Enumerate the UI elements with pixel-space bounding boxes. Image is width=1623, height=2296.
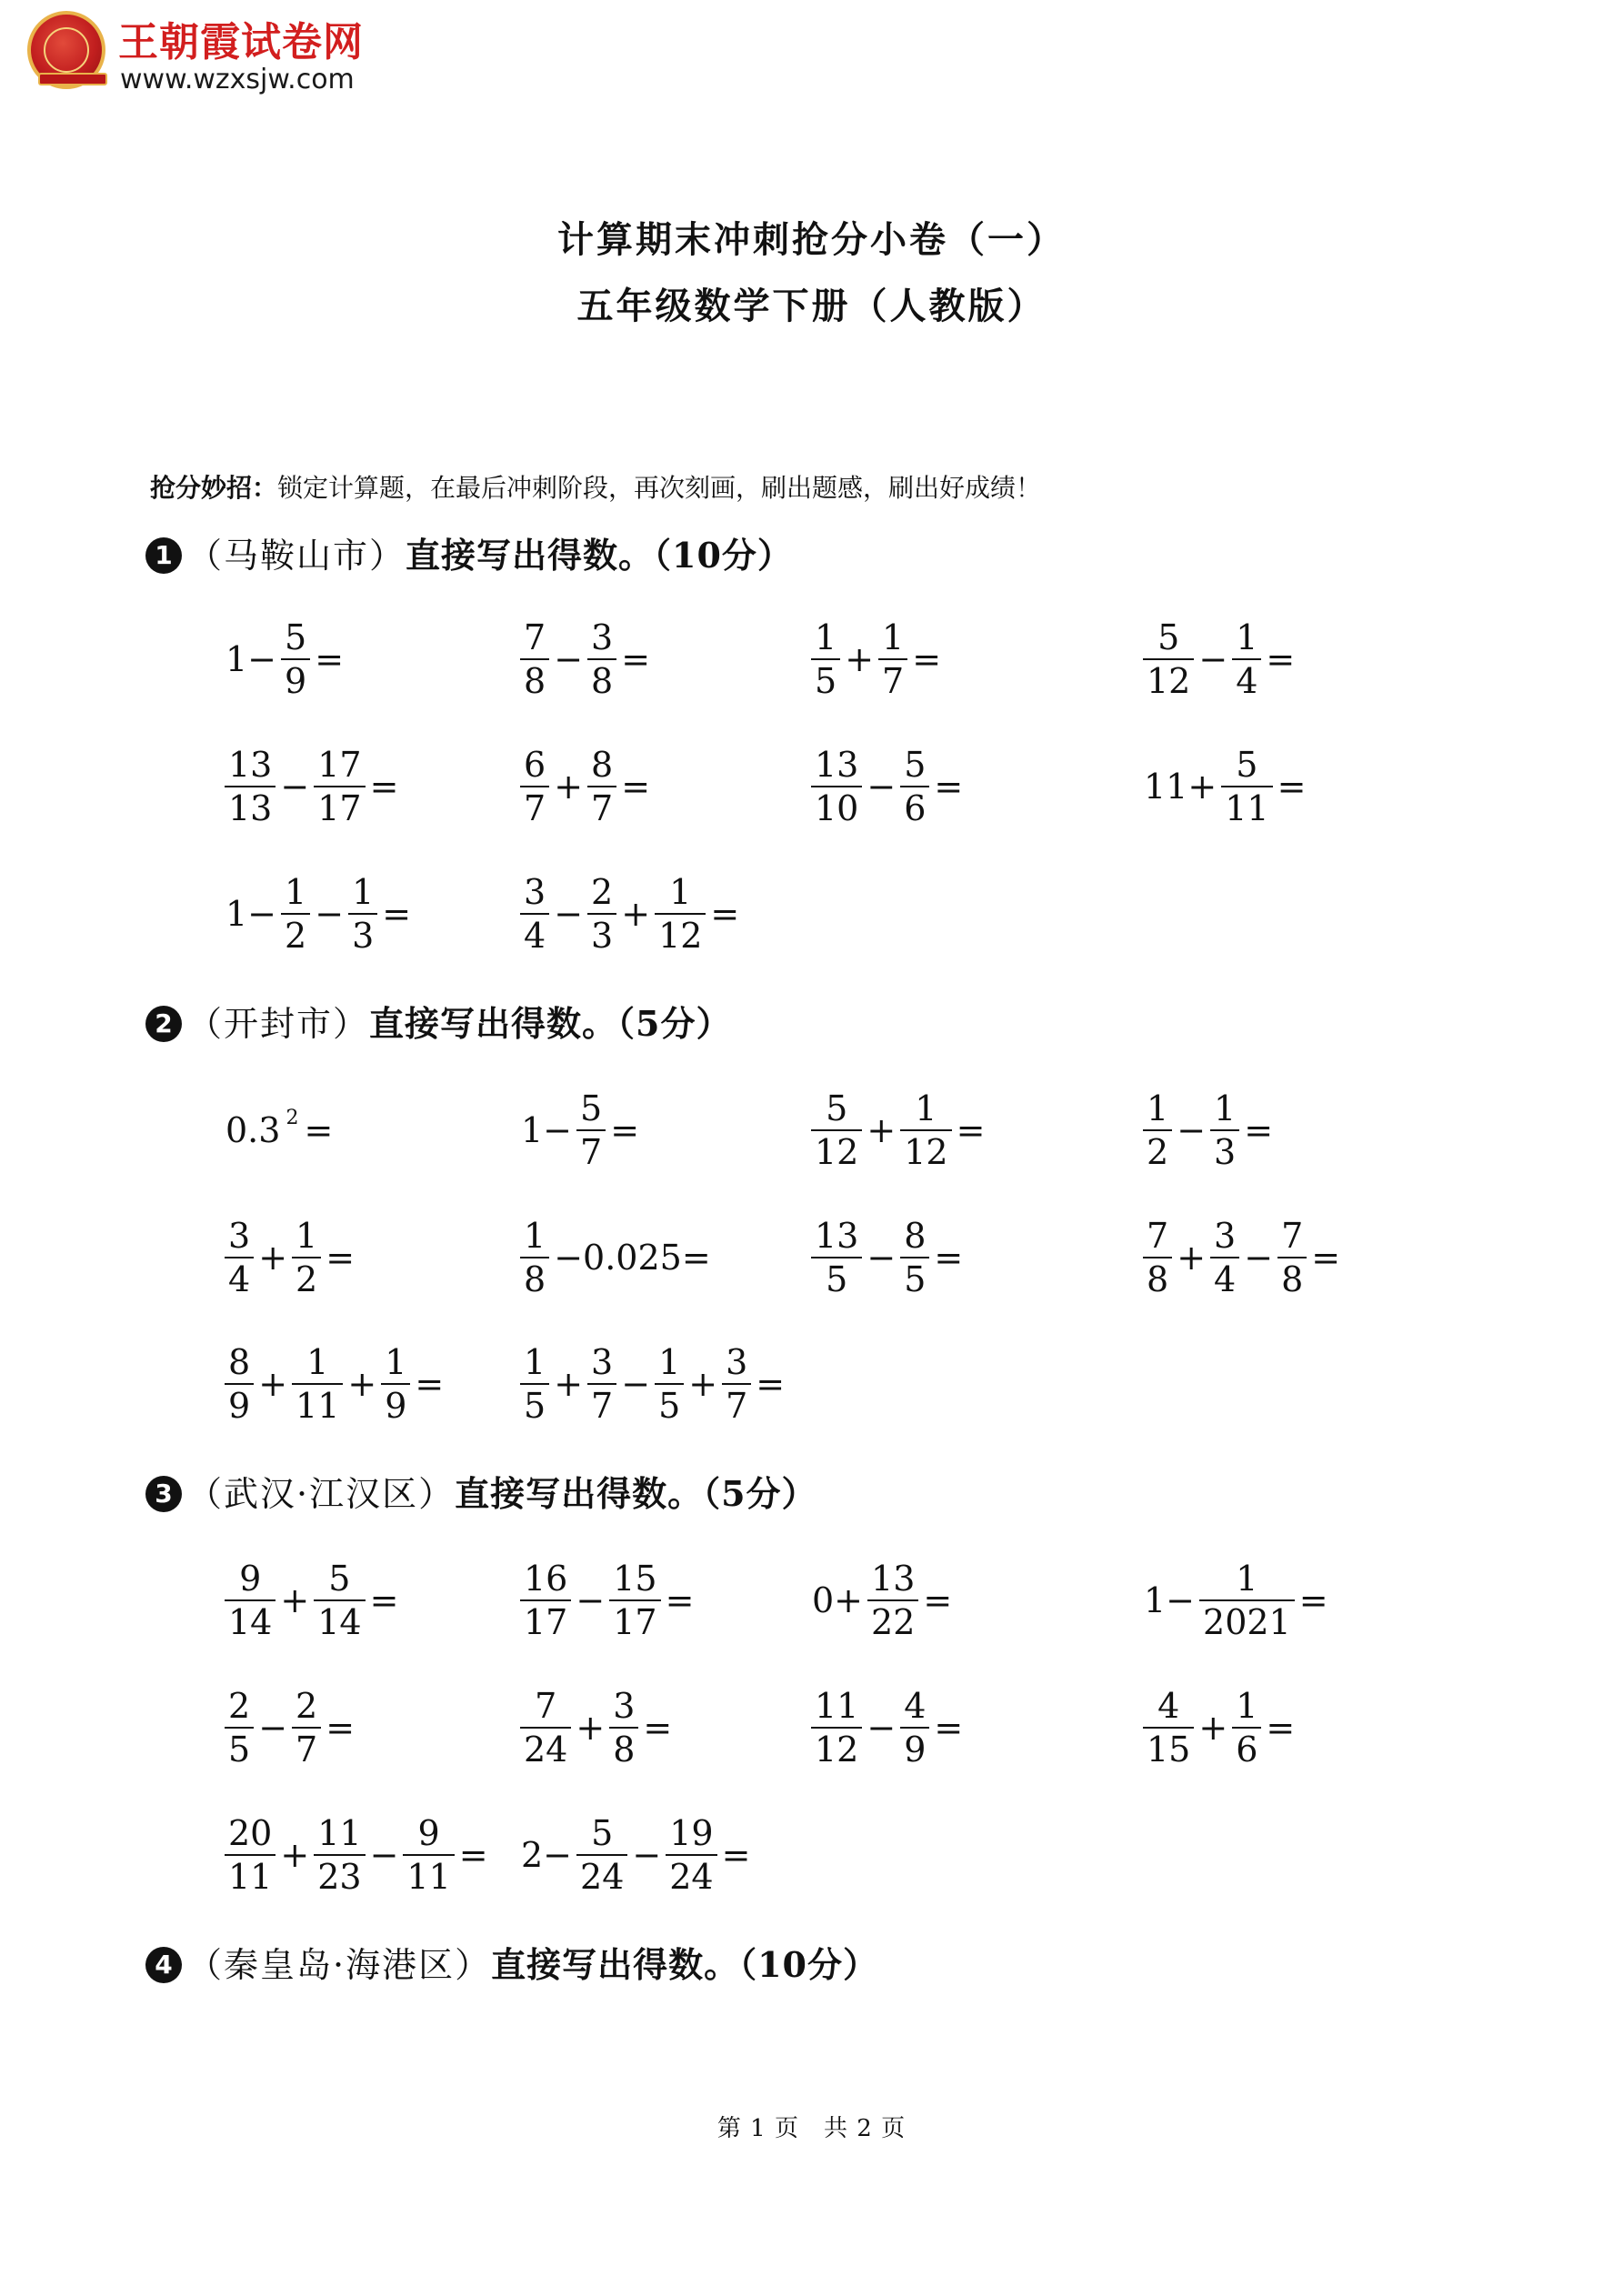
expression-token: − — [1177, 1110, 1207, 1150]
fraction-numerator: 3 — [1214, 1216, 1237, 1256]
expression-token: − — [867, 1238, 897, 1278]
expression-token: = — [1266, 639, 1296, 679]
fraction — [520, 871, 549, 957]
fraction-numerator: 4 — [1157, 1686, 1180, 1726]
fraction-denominator: 7 — [726, 1386, 748, 1426]
fraction-denominator: 24 — [580, 1857, 625, 1897]
expression-token: = — [326, 1238, 356, 1278]
fraction-numerator: 1 — [1236, 617, 1258, 657]
fraction-numerator: 20 — [228, 1813, 273, 1853]
expression-token: 0+ — [812, 1580, 864, 1620]
fraction-denominator: 2021 — [1203, 1602, 1291, 1642]
expression-token: 2− — [521, 1835, 573, 1875]
fraction — [1277, 1215, 1307, 1300]
expression-token: = — [643, 1708, 673, 1748]
fraction — [609, 1685, 638, 1770]
fraction-numerator: 1 — [815, 617, 837, 657]
problem-expression — [518, 1673, 675, 1782]
fraction-numerator: 1 — [882, 617, 905, 657]
fraction-numerator: 6 — [524, 745, 546, 785]
fraction — [811, 617, 840, 702]
fraction-denominator: 17 — [613, 1602, 657, 1642]
fraction-numerator: 1 — [385, 1342, 407, 1382]
fraction-numerator: 11 — [317, 1813, 362, 1853]
expression-token: + — [621, 894, 651, 934]
section-number-badge: 2 — [145, 1006, 182, 1042]
expression-token: = — [923, 1580, 953, 1620]
expression-token: 1− — [521, 1110, 573, 1150]
problem-expression — [518, 859, 742, 968]
fraction-denominator: 5 — [826, 1259, 848, 1299]
fraction-numerator: 1 — [1236, 1686, 1258, 1726]
fraction-denominator: 24 — [524, 1730, 568, 1770]
problem-expression — [809, 605, 944, 714]
fraction-denominator: 14 — [317, 1602, 362, 1642]
fraction-denominator: 2 — [285, 916, 307, 956]
tip-line — [150, 468, 1041, 505]
fraction-denominator: 7 — [591, 1386, 614, 1426]
problem-expression — [223, 605, 346, 714]
page-subtitle: 五年级数学下册（人教版） — [576, 285, 1047, 327]
problem-expression — [809, 1673, 966, 1782]
fraction-denominator: 11 — [1225, 788, 1269, 828]
fraction — [900, 1215, 929, 1300]
fraction-denominator: 2 — [1147, 1132, 1169, 1172]
expression-token: = — [621, 639, 651, 679]
fraction-denominator: 7 — [580, 1132, 603, 1172]
fraction-denominator: 6 — [904, 788, 927, 828]
fraction-numerator: 5 — [591, 1813, 614, 1853]
fraction — [587, 744, 616, 829]
expression-token: + — [1177, 1238, 1207, 1278]
fraction-numerator: 13 — [871, 1559, 916, 1599]
problem-expression — [223, 1800, 491, 1910]
fraction-numerator: 5 — [1157, 617, 1180, 657]
tip-text: 锁定计算题，在最后冲刺阶段，再次刻画，刷出题感，刷出好成绩！ — [277, 473, 1042, 503]
fraction-numerator: 13 — [815, 745, 859, 785]
problem-expression — [1141, 1673, 1297, 1782]
fraction-denominator: 5 — [524, 1386, 546, 1426]
fraction — [520, 744, 549, 829]
problem-expression — [809, 1076, 987, 1185]
fraction-numerator: 1 — [296, 1216, 318, 1256]
problem-expression — [809, 732, 966, 841]
fraction — [900, 1088, 951, 1173]
fraction-denominator: 9 — [904, 1730, 927, 1770]
fraction-denominator: 4 — [524, 916, 546, 956]
fraction-numerator: 11 — [815, 1686, 859, 1726]
section-instruction: 直接写出得数。（5分） — [455, 1473, 817, 1514]
section-region: （马鞍山市） — [187, 536, 406, 576]
fraction-numerator: 1 — [352, 872, 375, 912]
fraction — [811, 1088, 862, 1173]
fraction-numerator: 3 — [591, 617, 614, 657]
fraction — [900, 1685, 929, 1770]
expression-token: = — [458, 1835, 488, 1875]
fraction-denominator: 11 — [406, 1857, 451, 1897]
fraction-numerator: 15 — [613, 1559, 657, 1599]
fraction — [520, 1558, 571, 1643]
fraction-numerator: 5 — [826, 1088, 848, 1128]
problem-expression — [1141, 1546, 1331, 1655]
fraction-denominator: 23 — [317, 1857, 362, 1897]
expression-token: − — [315, 894, 345, 934]
expression-token: + — [258, 1238, 288, 1278]
fraction-numerator: 2 — [296, 1686, 318, 1726]
expression-token: − — [554, 639, 584, 679]
fraction-numerator: 9 — [417, 1813, 440, 1853]
section-1-heading — [145, 527, 793, 577]
fraction-numerator: 5 — [285, 617, 307, 657]
problem-expression — [223, 859, 414, 968]
fraction-denominator: 7 — [296, 1730, 318, 1770]
expression-token: = — [1311, 1238, 1341, 1278]
expression-token: 1− — [1144, 1580, 1196, 1620]
page-footer: 第 1 页 共 2 页 — [716, 2115, 907, 2142]
expression-token: − — [280, 767, 310, 807]
fraction — [722, 1341, 751, 1427]
expression-token: − — [1244, 1238, 1274, 1278]
problem-expression — [1141, 1203, 1343, 1312]
fraction — [576, 1088, 606, 1173]
fraction — [225, 1558, 276, 1643]
expression-token: = — [1266, 1708, 1296, 1748]
page-title: 计算期末冲刺抢分小卷（一） — [557, 218, 1066, 261]
problem-expression — [1141, 732, 1308, 841]
fraction — [587, 617, 616, 702]
fraction-numerator: 16 — [524, 1559, 568, 1599]
fraction-denominator: 4 — [1214, 1259, 1237, 1299]
fraction-numerator: 5 — [580, 1088, 603, 1128]
expression-token: − — [1198, 639, 1228, 679]
expression-token: + — [280, 1835, 310, 1875]
fraction — [1143, 1215, 1172, 1300]
expression-token: = — [1298, 1580, 1328, 1620]
fraction-denominator: 17 — [524, 1602, 568, 1642]
fraction-numerator: 4 — [904, 1686, 927, 1726]
fraction — [314, 1558, 365, 1643]
fraction-numerator: 13 — [815, 1216, 859, 1256]
fraction-numerator: 13 — [228, 745, 273, 785]
fraction-numerator: 1 — [524, 1216, 546, 1256]
fraction-denominator: 14 — [228, 1602, 273, 1642]
section-number-badge: 3 — [145, 1476, 182, 1512]
expression-token: = — [956, 1110, 986, 1150]
fraction-denominator: 12 — [815, 1730, 859, 1770]
fraction-denominator: 15 — [1147, 1730, 1191, 1770]
section-3-heading — [145, 1466, 817, 1516]
fraction — [587, 871, 616, 957]
section-number-badge: 1 — [145, 537, 182, 574]
expression-token: 1− — [225, 639, 277, 679]
fraction-numerator: 3 — [591, 1342, 614, 1382]
problem-expression — [1141, 1076, 1276, 1185]
fraction — [225, 744, 276, 829]
fraction-denominator: 11 — [228, 1857, 273, 1897]
fraction-denominator: 3 — [591, 916, 614, 956]
expression-token: − — [867, 767, 897, 807]
section-instruction: 直接写出得数。（5分） — [369, 1003, 732, 1044]
fraction-numerator: 8 — [228, 1342, 251, 1382]
fraction-numerator: 2 — [591, 872, 614, 912]
fraction-numerator: 1 — [669, 872, 692, 912]
fraction — [281, 617, 310, 702]
expression-token: = — [369, 767, 399, 807]
problem-expression — [518, 1076, 642, 1185]
expression-token: = — [1244, 1110, 1274, 1150]
fraction — [666, 1812, 716, 1898]
expression-token: + — [1198, 1708, 1228, 1748]
expression-token: + — [867, 1110, 897, 1150]
fraction — [520, 617, 549, 702]
fraction-denominator: 9 — [228, 1386, 251, 1426]
fraction-denominator: 8 — [1147, 1259, 1169, 1299]
expression-token: + — [554, 1364, 584, 1404]
fraction-numerator: 9 — [239, 1559, 262, 1599]
fraction-numerator: 3 — [524, 872, 546, 912]
fraction-denominator: 8 — [1281, 1259, 1304, 1299]
fraction-numerator: 7 — [1147, 1216, 1169, 1256]
problem-expression — [518, 1203, 714, 1312]
fraction — [655, 1341, 684, 1427]
fraction — [655, 871, 706, 957]
expression-token: = — [1277, 767, 1307, 807]
problem-expression — [223, 1203, 357, 1312]
tip-label: 抢分妙招： — [150, 473, 278, 503]
problem-expression — [1141, 605, 1297, 714]
fraction-numerator: 8 — [591, 745, 614, 785]
fraction-denominator: 6 — [1236, 1730, 1258, 1770]
section-region: （武汉·江汉区） — [187, 1474, 456, 1514]
fraction-denominator: 3 — [352, 916, 375, 956]
expression-token: = — [912, 639, 942, 679]
problem-expression — [223, 1329, 446, 1439]
fraction-numerator: 7 — [524, 617, 546, 657]
fraction-numerator: 5 — [328, 1559, 351, 1599]
fraction-numerator: 1 — [1214, 1088, 1237, 1128]
expression-token: = — [621, 767, 651, 807]
fraction-denominator: 22 — [871, 1602, 916, 1642]
section-4-heading — [145, 1937, 878, 1987]
expression-token: − — [621, 1364, 651, 1404]
fraction — [225, 1341, 254, 1427]
fraction-denominator: 8 — [613, 1730, 636, 1770]
expression-token: = — [326, 1708, 356, 1748]
fraction-numerator: 5 — [904, 745, 927, 785]
fraction — [811, 744, 862, 829]
fraction — [520, 1685, 571, 1770]
fraction-numerator: 7 — [1281, 1216, 1304, 1256]
fraction-denominator: 12 — [658, 916, 703, 956]
expression-token: − — [632, 1835, 662, 1875]
fraction — [403, 1812, 454, 1898]
fraction — [281, 871, 310, 957]
fraction-denominator: 9 — [385, 1386, 407, 1426]
fraction — [292, 1685, 321, 1770]
expression-token: = — [665, 1580, 695, 1620]
expression-token: = — [415, 1364, 445, 1404]
problem-expression — [518, 605, 653, 714]
problem-expression — [223, 732, 401, 841]
fraction-denominator: 12 — [815, 1132, 859, 1172]
problem-expression — [809, 1203, 966, 1312]
expression-token: = — [934, 1238, 964, 1278]
section-region: （开封市） — [187, 1004, 370, 1044]
fraction — [1143, 1685, 1194, 1770]
fraction — [900, 744, 929, 829]
expression-token: + — [347, 1364, 377, 1404]
fraction-denominator: 7 — [591, 788, 614, 828]
fraction — [1143, 617, 1194, 702]
logo-name: 王朝霞试卷网 — [118, 19, 364, 65]
problem-expression — [223, 1076, 336, 1185]
fraction-denominator: 5 — [228, 1730, 251, 1770]
fraction — [811, 1685, 862, 1770]
problem-expression — [809, 1546, 955, 1655]
fraction — [1199, 1558, 1295, 1643]
fraction — [1232, 617, 1261, 702]
fraction-numerator: 3 — [726, 1342, 748, 1382]
fraction — [314, 744, 365, 829]
fraction-numerator: 8 — [904, 1216, 927, 1256]
problem-expression — [518, 1546, 696, 1655]
fraction — [520, 1341, 549, 1427]
fraction-denominator: 8 — [591, 661, 614, 701]
fraction — [225, 1215, 254, 1300]
expression-token: + — [258, 1364, 288, 1404]
fraction — [811, 1215, 862, 1300]
logo-url[interactable]: www.wzxsjw.com — [120, 64, 355, 95]
fraction-denominator: 2 — [296, 1259, 318, 1299]
fraction-numerator: 3 — [613, 1686, 636, 1726]
fraction-numerator: 1 — [915, 1088, 937, 1128]
expression-token: = — [369, 1580, 399, 1620]
fraction-numerator: 2 — [228, 1686, 251, 1726]
problem-expression — [518, 732, 653, 841]
expression-token: + — [554, 767, 584, 807]
fraction-numerator: 7 — [535, 1686, 557, 1726]
problem-expression — [518, 1800, 753, 1910]
fraction — [1232, 1685, 1261, 1770]
expression-token: 11+ — [1144, 767, 1217, 807]
problem-expression — [223, 1673, 357, 1782]
expression-token: + — [576, 1708, 606, 1748]
fraction-denominator: 12 — [904, 1132, 948, 1172]
fraction — [1210, 1088, 1239, 1173]
fraction-numerator: 1 — [285, 872, 307, 912]
fraction-denominator: 8 — [524, 661, 546, 701]
section-number-badge: 4 — [145, 1947, 182, 1983]
fraction — [1210, 1215, 1239, 1300]
fraction-denominator: 9 — [285, 661, 307, 701]
fraction-numerator: 1 — [1236, 1559, 1258, 1599]
fraction — [587, 1341, 616, 1427]
expression-token: = — [934, 767, 964, 807]
expression-token: 0.3 — [225, 1110, 281, 1150]
fraction — [225, 1812, 276, 1898]
fraction-denominator: 12 — [1147, 661, 1191, 701]
expression-token: = — [382, 894, 412, 934]
fraction-denominator: 13 — [228, 788, 273, 828]
fraction-numerator: 1 — [306, 1342, 329, 1382]
fraction-denominator: 8 — [524, 1259, 546, 1299]
fraction — [576, 1812, 627, 1898]
expression-token: = — [315, 639, 345, 679]
fraction-denominator: 5 — [658, 1386, 681, 1426]
fraction-denominator: 10 — [815, 788, 859, 828]
fraction — [1221, 744, 1272, 829]
expression-token: − — [258, 1708, 288, 1748]
fraction-denominator: 11 — [296, 1386, 340, 1426]
fraction-denominator: 17 — [317, 788, 362, 828]
fraction-numerator: 19 — [669, 1813, 714, 1853]
fraction — [878, 617, 907, 702]
expression-token: + — [688, 1364, 718, 1404]
expression-token: −0.025= — [554, 1238, 711, 1278]
fraction-denominator: 5 — [815, 661, 837, 701]
section-region: （秦皇岛·海港区） — [187, 1945, 492, 1985]
fraction — [867, 1558, 918, 1643]
expression-token: − — [369, 1835, 399, 1875]
fraction — [1143, 1088, 1172, 1173]
fraction-denominator: 24 — [669, 1857, 714, 1897]
fraction-denominator: 7 — [524, 788, 546, 828]
expression-token: = — [610, 1110, 640, 1150]
section-instruction: 直接写出得数。（10分） — [406, 535, 793, 576]
logo-seal-icon — [27, 11, 105, 89]
expression-token: = — [304, 1110, 334, 1150]
fraction-numerator: 1 — [1147, 1088, 1169, 1128]
fraction-numerator: 1 — [524, 1342, 546, 1382]
expression-token: = — [756, 1364, 786, 1404]
fraction — [381, 1341, 410, 1427]
fraction-denominator: 7 — [882, 661, 905, 701]
fraction — [292, 1215, 321, 1300]
fraction-denominator: 5 — [904, 1259, 927, 1299]
fraction-numerator: 3 — [228, 1216, 251, 1256]
exponent: 2 — [286, 1107, 299, 1130]
fraction-denominator: 3 — [1214, 1132, 1237, 1172]
expression-token: 1− — [225, 894, 277, 934]
fraction — [292, 1341, 343, 1427]
fraction — [609, 1558, 660, 1643]
expression-token: = — [721, 1835, 751, 1875]
fraction — [348, 871, 377, 957]
fraction-denominator: 4 — [1236, 661, 1258, 701]
section-instruction: 直接写出得数。（10分） — [491, 1944, 878, 1985]
fraction — [314, 1812, 365, 1898]
expression-token: + — [845, 639, 875, 679]
fraction-numerator: 17 — [317, 745, 362, 785]
expression-token: + — [280, 1580, 310, 1620]
fraction — [520, 1215, 549, 1300]
expression-token: − — [554, 894, 584, 934]
expression-token: − — [867, 1708, 897, 1748]
site-logo[interactable] — [27, 7, 409, 98]
expression-token: − — [576, 1580, 606, 1620]
fraction-denominator: 4 — [228, 1259, 251, 1299]
problem-expression — [223, 1546, 401, 1655]
expression-token: = — [934, 1708, 964, 1748]
fraction-numerator: 1 — [658, 1342, 681, 1382]
fraction-numerator: 5 — [1236, 745, 1258, 785]
expression-token: = — [710, 894, 740, 934]
fraction — [225, 1685, 254, 1770]
section-2-heading — [145, 996, 731, 1046]
problem-expression — [518, 1329, 787, 1439]
